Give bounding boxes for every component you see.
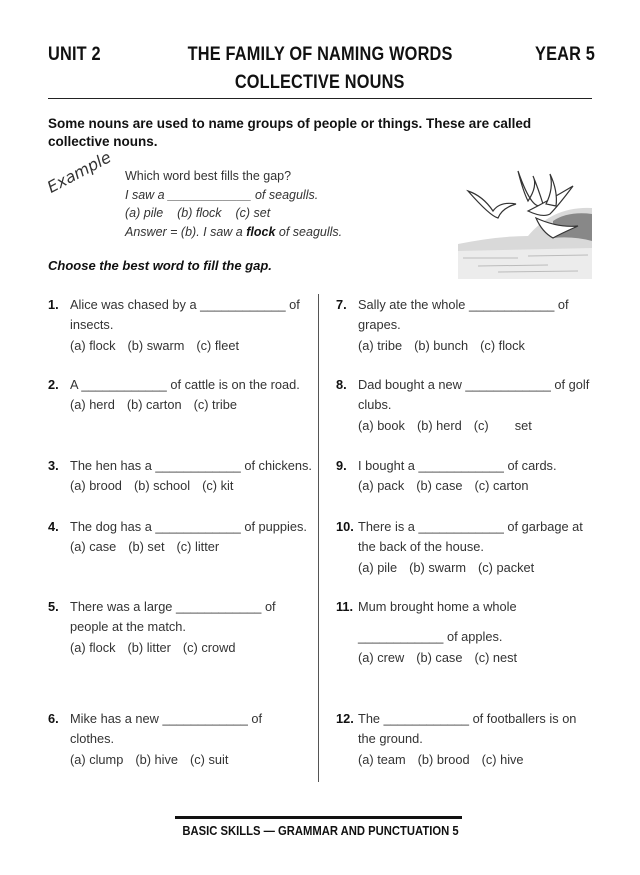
page-subtitle (0, 72, 640, 94)
answer-option: (a) tribe (358, 337, 403, 353)
answer-option: (a) pile (358, 559, 398, 575)
answer-option: (b) case (416, 478, 463, 494)
question-body (358, 709, 598, 770)
answer-option: (a) team (358, 751, 406, 767)
answer-option: (a) clump (70, 751, 124, 767)
answer-option: (b) swarm (127, 337, 185, 353)
question-line: Mum brought home a whole (358, 599, 517, 614)
question-number: 3. (48, 458, 59, 473)
question-body (70, 375, 310, 416)
answer-option: (a) brood (70, 478, 122, 494)
question-number: 12. (336, 711, 354, 726)
question-body (358, 456, 598, 497)
question-body (70, 295, 310, 356)
answer-option: (a) crew (358, 649, 405, 665)
question-number: 11. (336, 599, 354, 614)
question-line: people at the match. (70, 619, 186, 635)
example-sentence: I saw a ____________ of seagulls. (125, 187, 319, 202)
question-line: Mike has a new ____________ of (70, 711, 263, 726)
answer-option: (b) school (133, 478, 191, 494)
answer-option: (c) flock (480, 337, 525, 353)
answer-option: (b) swarm (409, 559, 466, 575)
question-line: The ____________ of footballers is on (358, 711, 577, 726)
answer-option: (c) crowd (182, 639, 236, 655)
question-number: 8. (336, 377, 347, 392)
answer-option: (a) flock (70, 639, 116, 655)
question-number: 4. (48, 519, 59, 534)
question-line: clothes. (70, 731, 115, 747)
question-line: Alice was chased by a ____________ of (70, 297, 300, 312)
question-line: insects. (70, 317, 114, 333)
answer-options (70, 638, 310, 658)
answer-option: (c) packet (478, 559, 535, 575)
answer-option: (b) case (416, 649, 463, 665)
question-number: 9. (336, 458, 347, 473)
question-line: There was a large ____________ of (70, 599, 276, 614)
answer-bold: flock (246, 224, 276, 239)
answer-options (70, 395, 310, 415)
page-subtitle-text: COLLECTIVE NOUNS (235, 72, 405, 93)
answer-option: (b) brood (417, 751, 470, 767)
question-body (358, 517, 598, 578)
answer-option: (b) set (128, 539, 165, 555)
question-number: 5. (48, 599, 59, 614)
question-number: 7. (336, 297, 347, 312)
answer-options (358, 558, 598, 578)
footer (0, 824, 640, 838)
question-line: There is a ____________ of garbage at (358, 519, 583, 534)
answer-options (70, 476, 310, 496)
answer-suffix: of seagulls. (275, 224, 343, 239)
question-body (70, 597, 310, 658)
answer-option: (b) herd (416, 417, 462, 433)
question-line: Sally ate the whole ____________ of (358, 297, 569, 312)
question-line: ____________ of apples. (358, 629, 503, 645)
footer-rule (175, 816, 462, 819)
question-line: the ground. (358, 731, 423, 747)
page-title-text: THE FAMILY OF NAMING WORDS (187, 44, 453, 65)
question-body (358, 597, 598, 668)
footer-text: BASIC SKILLS — GRAMMAR AND PUNCTUATION 5 (181, 824, 459, 838)
question-body (70, 456, 310, 497)
example-answer (125, 223, 342, 242)
answer-option: (c) tribe (193, 397, 237, 413)
question-body (358, 295, 598, 356)
question-body (358, 375, 598, 436)
question-line: A ____________ of cattle is on the road. (70, 377, 300, 392)
question-line: the back of the house. (358, 539, 484, 555)
question-line: The dog has a ____________ of puppies. (70, 519, 307, 534)
answer-option: (a) book (358, 417, 405, 433)
answer-option: (b) bunch (414, 337, 469, 353)
answer-option: (b) hive (135, 751, 179, 767)
answer-option: (c) litter (176, 539, 220, 555)
answer-option: (b) carton (126, 397, 182, 413)
question-number: 2. (48, 377, 59, 392)
instruction-text: Choose the best word to fill the gap. (48, 258, 272, 273)
answer-options (358, 336, 598, 356)
answer-option: (c) (473, 417, 489, 433)
example-box (125, 167, 342, 241)
answer-options (70, 750, 310, 770)
question-body (70, 517, 310, 558)
intro-text: Some nouns are used to name groups of people or things. These are called collective nouns. (48, 116, 532, 149)
column-divider (318, 294, 319, 782)
question-number: 6. (48, 711, 59, 726)
year-label: YEAR 5 (535, 44, 596, 65)
question-number: 10. (336, 519, 354, 534)
question-line: clubs. (358, 397, 392, 413)
header-divider (48, 98, 592, 99)
answer-option: (c) fleet (196, 337, 240, 353)
seagulls-illustration (458, 166, 592, 279)
answer-option: (a) herd (70, 397, 115, 413)
question-number: 1. (48, 297, 59, 312)
example-question: Which word best fills the gap? (125, 169, 292, 183)
answer-option: (c) suit (190, 751, 229, 767)
question-line: grapes. (358, 317, 401, 333)
answer-option: (c) kit (202, 478, 234, 494)
answer-options (358, 416, 598, 436)
question-line: I bought a ____________ of cards. (358, 458, 557, 473)
answer-option: (c) nest (474, 649, 518, 665)
answer-option: (a) flock (70, 337, 116, 353)
answer-option: (c) carton (474, 478, 529, 494)
question-line: Dad bought a new ____________ of golf (358, 377, 590, 392)
answer-option: (a) case (70, 539, 117, 555)
question-line: The hen has a ____________ of chickens. (70, 458, 312, 473)
answer-options (358, 476, 598, 496)
answer-option: (b) litter (127, 639, 171, 655)
question-body (70, 709, 310, 770)
answer-option: (a) pack (358, 478, 405, 494)
unit-label: UNIT 2 (48, 44, 101, 65)
example-label: Example (44, 147, 115, 197)
example-options: (a) pile (b) flock (c) set (125, 206, 271, 220)
answer-options (358, 648, 598, 668)
answer-option: set (514, 417, 532, 433)
answer-options (70, 336, 310, 356)
answer-option: (c) hive (481, 751, 524, 767)
answer-prefix: Answer = (b). I saw a (125, 224, 247, 239)
answer-options (70, 537, 310, 557)
answer-options (358, 750, 598, 770)
